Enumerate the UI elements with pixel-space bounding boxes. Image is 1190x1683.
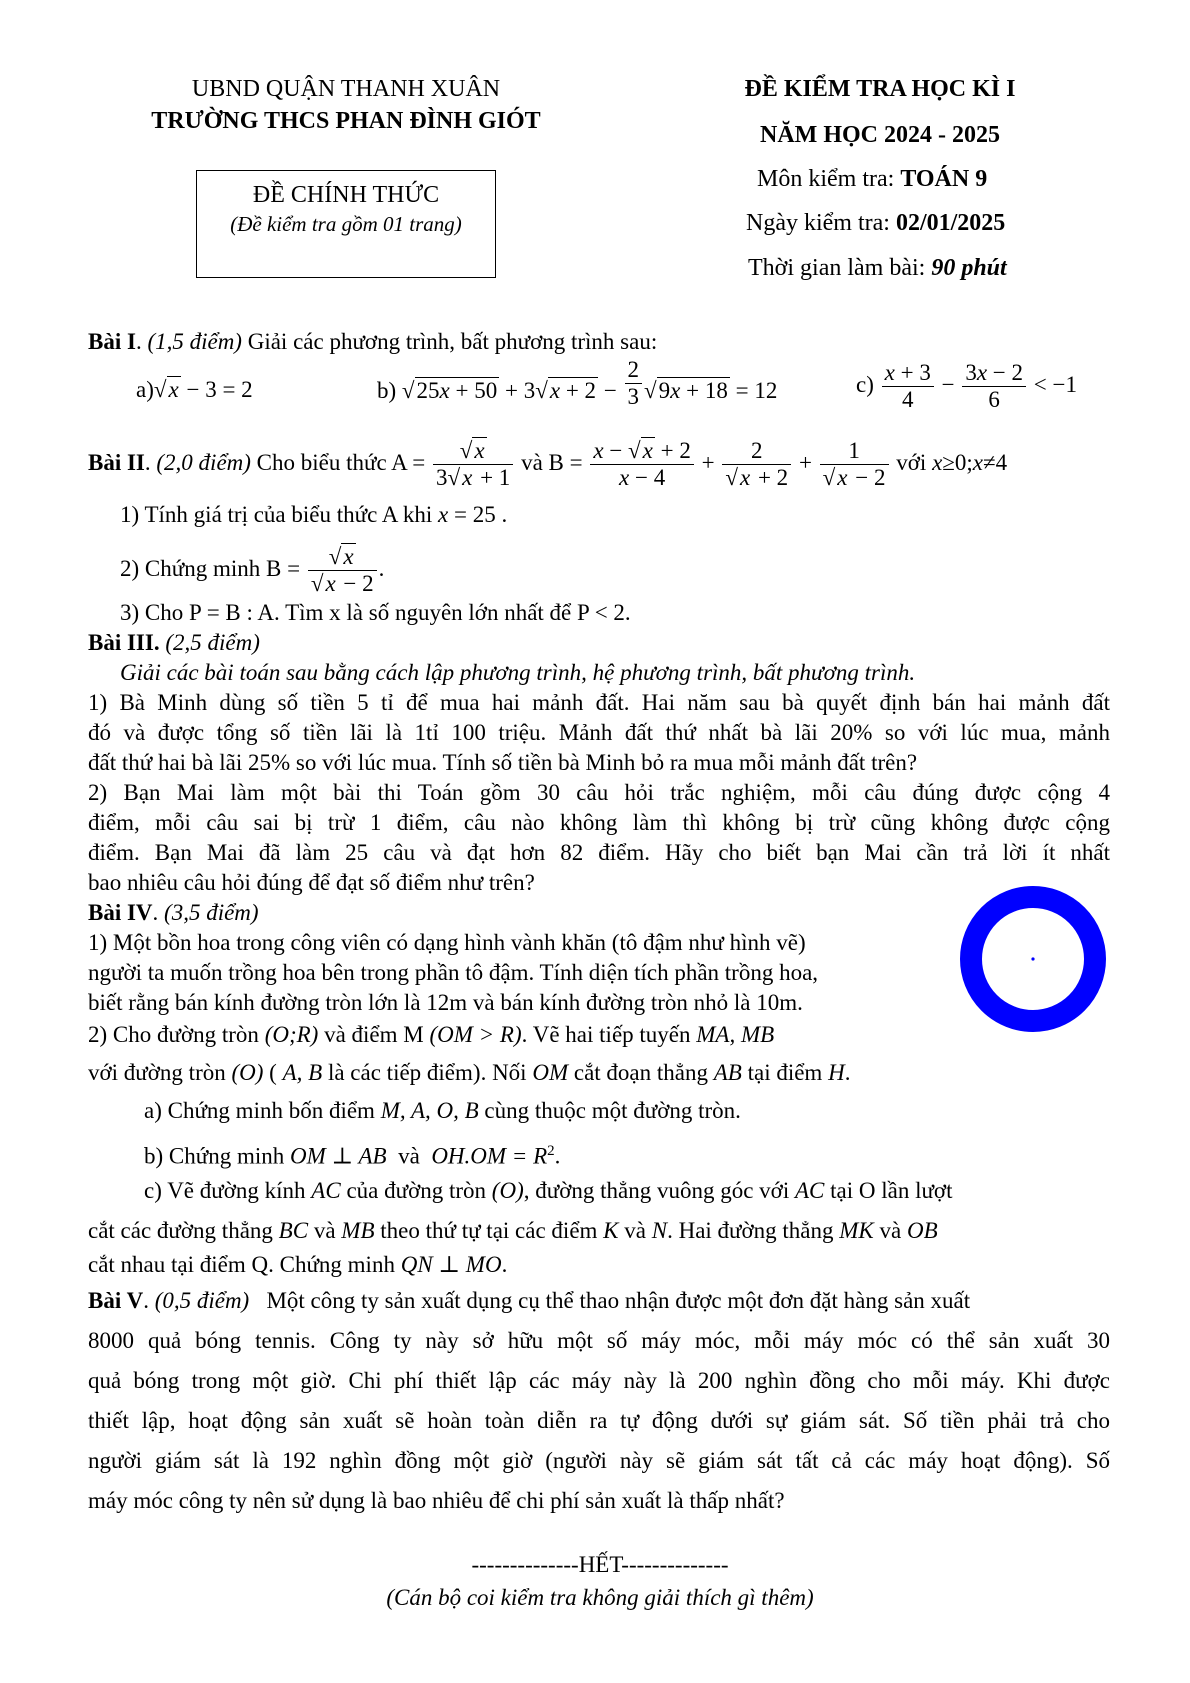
bai5-line2: 8000 quả bóng tennis. Công ty này sở hữu một số máy móc, mỗi máy móc có thể sản xuất 30 (88, 1328, 1110, 1353)
bai4-p1-line3: biết rằng bán kính đường tròn lớn là 12m và bán kính đường tròn nhỏ là 10m. (88, 990, 803, 1015)
bai5-line6: máy móc công ty nên sử dụng là bao nhiêu để chi phí sản xuất là thấp nhất? (88, 1488, 785, 1513)
bai1-a: a)√x − 3 = 2 (136, 377, 253, 402)
bai4-p1-line2: người ta muốn trồng hoa bên trong phần tô đậm. Tính diện tích phần trồng hoa, (88, 960, 819, 985)
bai3-p2-line1: 2) Bạn Mai làm một bài thi Toán gồm 30 câu hỏi trắc nghiệm, mỗi câu đúng được cộng 4 (88, 780, 1110, 805)
bai4-p2-line1: 2) Cho đường tròn (O;R) và điểm M (OM > R). Vẽ hai tiếp tuyến MA, MB (88, 1022, 775, 1047)
bai4-qa: a) Chứng minh bốn điểm M, A, O, B cùng thuộc một đường tròn. (144, 1098, 741, 1123)
bai5-line5: người giám sát là 192 nghìn đồng một giờ (người này sẽ giám sát tất cả các máy hoạt động). Số (88, 1448, 1110, 1473)
date-line: Ngày kiểm tra: 02/01/2025 (746, 210, 1006, 236)
bai1-b: b) √25x + 50 + 3√x + 2 − $\frac{2}{3}$ √9x + 18 = 12 (377, 357, 778, 409)
bai4-p2-line2: với đường tròn (O) ( A, B là các tiếp điểm). Nối OM cắt đoạn thẳng AB tại điểm H. (88, 1060, 851, 1085)
exam-title: ĐỀ KIỂM TRA HỌC KÌ I (744, 76, 1016, 102)
bai5-line4: thiết lập, hoạt động sản xuất sẽ hoàn toàn diễn ra tự động dưới sự giám sát. Số tiền phải trả cho (88, 1408, 1110, 1433)
bai4-qc-line2: cắt các đường thẳng BC và MB theo thứ tự tại các điểm K và N. Hai đường thẳng MK và OB (88, 1218, 938, 1243)
subject: TOÁN 9 (900, 166, 988, 192)
bai3-p2-line3: điểm. Bạn Mai đã làm 25 câu và đạt hơn 82 điểm. Hãy cho biết bạn Mai cần trả lời ít nhất (88, 840, 1110, 865)
district-name: UBND QUẬN THANH XUÂN (191, 76, 501, 102)
bai4-heading: Bài IV. (3,5 điểm) (88, 900, 259, 925)
bai3-p2-line4: bao nhiêu câu hỏi đúng để đạt số điểm như trên? (88, 870, 535, 895)
school-year: NĂM HỌC 2024 - 2025 (760, 122, 1000, 148)
bai2-q2: 2) Chứng minh B = $\frac{√x}{√x - 2}$ . (120, 544, 385, 596)
bai1-c: c) $\frac{x + 3}{4}$ − $\frac{3x - 2}{6}$ < −1 (856, 360, 1077, 412)
exam-time: 90 phút (931, 255, 1007, 281)
bai5-heading: Bài V. (0,5 điểm) Một công ty sản xuất dụng cụ thể thao nhận được một đơn đặt hàng sản xuất (88, 1288, 971, 1313)
bai3-heading: Bài III. (2,5 điểm) (88, 630, 260, 655)
bai3-p2-line2: điểm, mỗi câu sai bị trừ 1 điểm, câu nào không làm thì không bị trừ cũng không được cộng (88, 810, 1110, 835)
exam-date: 02/01/2025 (895, 210, 1006, 236)
time-line: Thời gian làm bài: 90 phút (748, 255, 1007, 281)
footer-note: (Cán bộ coi kiểm tra không giải thích gì thêm) (386, 1585, 814, 1610)
annulus-figure (958, 884, 1108, 1034)
official-label: ĐỀ CHÍNH THỨC (252, 182, 440, 208)
school-name: TRƯỜNG THCS PHAN ĐÌNH GIÓT (151, 108, 541, 134)
bai3-intro: Giải các bài toán sau bằng cách lập phương trình, hệ phương trình, bất phương trình. (120, 660, 916, 685)
bai3-p1-line1: 1) Bà Minh dùng số tiền 5 tỉ để mua hai mảnh đất. Hai năm sau bà quyết định bán hai mảnh đất (88, 690, 1110, 715)
bai2-heading: Bài II. (2,0 điểm) Cho biểu thức A = $\frac{√x}{3√x + 1}$ và B = $\frac{x - √x + 2}{x - 4}$ + $\frac{2}{√x + 2}$ + $\frac{1}{√x - 2}$ với x≥0;x≠4 (88, 438, 1008, 490)
bai1-heading: Bài I. (1,5 điểm) Giải các phương trình, bất phương trình sau: (88, 329, 658, 354)
end-marker: --------------HẾT-------------- (471, 1552, 729, 1577)
bai3-p1-line3: đất thứ hai bà lãi 25% so với lúc mua. Tính số tiền bà Minh bỏ ra mua mỗi mảnh đất trên? (88, 750, 918, 775)
bai4-qc-line1: c) Vẽ đường kính AC của đường tròn (O), đường thẳng vuông góc với AC tại O lần lượt (144, 1178, 953, 1203)
bai2-q3: 3) Cho P = B : A. Tìm x là số nguyên lớn nhất để P < 2. (120, 600, 631, 625)
bai4-qb: b) Chứng minh OM ⊥ AB và $OH.OM = R^2$. (144, 1143, 561, 1169)
bai4-p1-line1: 1) Một bồn hoa trong công viên có dạng hình vành khăn (tô đậm như hình vẽ) (88, 930, 806, 955)
subject-line: Môn kiểm tra: TOÁN 9 (757, 166, 988, 192)
bai2-q1: 1) Tính giá trị của biểu thức A khi x = 25 . (120, 502, 508, 527)
bai4-qc-line3: cắt nhau tại điểm Q. Chứng minh QN ⊥ MO. (88, 1252, 508, 1277)
bai3-p1-line2: đó và được tổng số tiền lãi là 1tỉ 100 triệu. Mảnh đất thứ nhất bà lãi 20% so với lúc mua, mảnh (88, 720, 1110, 745)
annulus-center-dot (1031, 957, 1034, 960)
bai5-line3: quả bóng trong một giờ. Chi phí thiết lập các máy này là 200 nghìn đồng cho mỗi máy. Khi được (88, 1368, 1110, 1393)
pages-note: (Đề kiểm tra gồm 01 trang) (230, 212, 462, 236)
